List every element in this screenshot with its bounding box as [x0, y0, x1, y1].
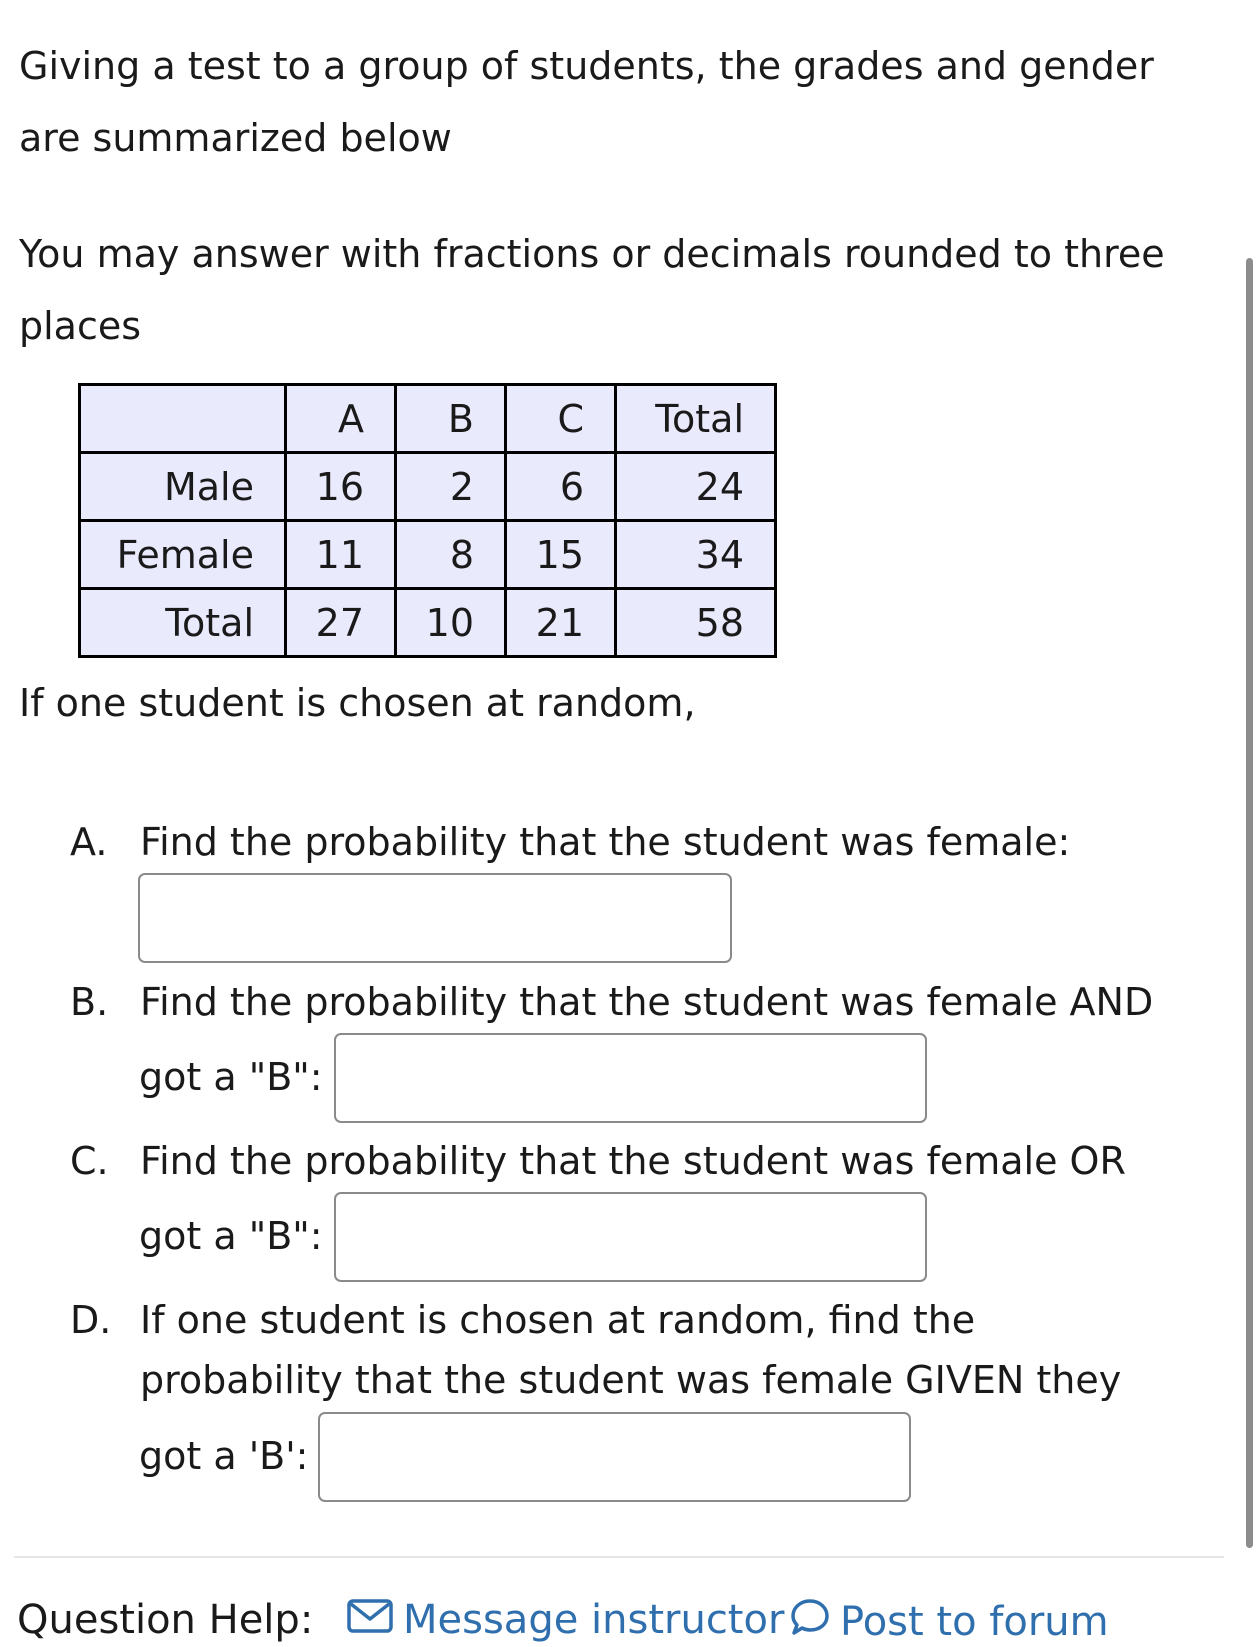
row-label: Male	[80, 453, 286, 521]
grade-gender-table	[78, 383, 777, 658]
question-text: Find the probability that the student was female OR	[140, 1139, 1126, 1183]
table-cell: 15	[506, 521, 616, 589]
answer-input-a[interactable]	[138, 873, 732, 963]
table-header-cell: A	[286, 385, 396, 453]
instructions-text: You may answer with fractions or decimals rounded to three places	[19, 232, 1165, 348]
divider	[14, 1556, 1224, 1558]
message-instructor-link[interactable]	[347, 1597, 784, 1643]
question-help-row	[17, 1597, 1247, 1647]
prompt-text: If one student is chosen at random,	[19, 681, 696, 725]
table-cell: 2	[396, 453, 506, 521]
table-row	[80, 453, 776, 521]
table-header-cell: C	[506, 385, 616, 453]
table-cell: 6	[506, 453, 616, 521]
question-label: got a 'B':	[139, 1434, 309, 1478]
table-cell	[80, 385, 286, 453]
question-label: got a "B":	[139, 1214, 323, 1258]
table-cell: 8	[396, 521, 506, 589]
table-cell: 34	[616, 521, 776, 589]
table-cell: 21	[506, 589, 616, 657]
question-letter: D.	[70, 1298, 112, 1342]
question-label: got a "B":	[139, 1055, 323, 1099]
answer-input-d[interactable]	[318, 1412, 911, 1502]
table-cell: 58	[616, 589, 776, 657]
table-header-cell: Total	[616, 385, 776, 453]
row-label: Female	[80, 521, 286, 589]
table-header-cell: B	[396, 385, 506, 453]
table-header-row	[80, 385, 776, 453]
question-letter: C.	[70, 1139, 109, 1183]
table-cell: 11	[286, 521, 396, 589]
table-cell: 24	[616, 453, 776, 521]
answer-input-c[interactable]	[334, 1192, 927, 1282]
row-label: Total	[80, 589, 286, 657]
speech-bubble-icon	[790, 1597, 840, 1647]
question-text-line2: probability that the student was female GIVEN they	[140, 1358, 1122, 1402]
question-help-label: Question Help:	[17, 1597, 314, 1643]
table-cell: 16	[286, 453, 396, 521]
question-text: Find the probability that the student was female AND	[140, 980, 1154, 1024]
answer-input-b[interactable]	[334, 1033, 927, 1123]
question-text: If one student is chosen at random, find the	[140, 1298, 976, 1342]
question-letter: A.	[70, 820, 108, 864]
scrollbar-thumb[interactable]	[1246, 258, 1253, 1548]
question-text: Find the probability that the student was female:	[140, 820, 1071, 864]
intro-text: Giving a test to a group of students, the grades and gender are summarized below	[19, 44, 1154, 160]
table-row	[80, 589, 776, 657]
table-cell: 10	[396, 589, 506, 657]
post-to-forum-label: Post to forum	[840, 1599, 1109, 1645]
table-cell: 27	[286, 589, 396, 657]
message-instructor-label: Message instructor	[403, 1597, 785, 1643]
question-letter: B.	[70, 980, 109, 1024]
table-row	[80, 521, 776, 589]
envelope-icon	[347, 1597, 403, 1643]
post-to-forum-link[interactable]	[790, 1597, 1109, 1647]
